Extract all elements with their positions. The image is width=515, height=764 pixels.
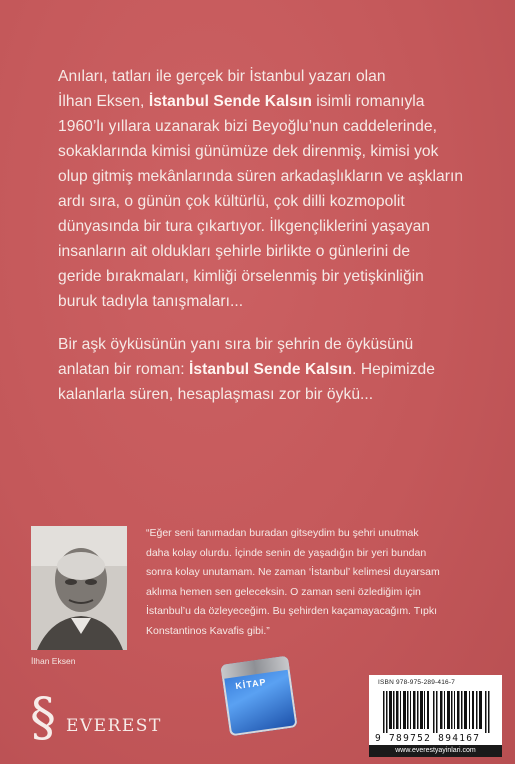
quote-line: Konstantinos Kavafis gibi.”	[146, 624, 270, 637]
author-photo	[31, 526, 127, 650]
barcode-digits: 9 789752 894167	[375, 733, 481, 744]
blurb-paragraph-2	[58, 332, 488, 407]
quote-line: İstanbul’u da özleyeceğim. Bu şehirden kaçamayacağım. Tıpkı	[146, 605, 438, 617]
blurb-line: ardı sıra, o günün çok kültürlü, çok dilli kozmopolit	[58, 193, 405, 210]
quote-line: daha kolay olurdu. İçinde senin de yaşadığın bir yeri bundan	[146, 546, 427, 559]
blurb-line: . Hepimizde	[352, 361, 435, 378]
section-sign-icon: §	[30, 688, 56, 748]
blurb-paragraph-1	[58, 64, 488, 314]
isbn-text: ISBN 978-975-289-416-7	[378, 679, 456, 686]
publisher-name: EVEREST	[66, 716, 162, 736]
blurb	[58, 64, 488, 425]
blurb-line: olup gitmiş mekânlarında süren arkadaşlıkların ve aşkların	[58, 168, 464, 185]
blurb-line: insanların ait oldukları şehirle birlikte o günlerini de	[58, 243, 411, 260]
blurb-line: kalanlarla süren, hesaplaşması zor bir öykü...	[58, 386, 374, 403]
hologram-sticker	[220, 656, 297, 737]
quote-line: aklıma hemen sen geleceksin. O zaman seni özlediğim için	[146, 585, 421, 598]
author-portrait-image	[31, 526, 127, 650]
blurb-line: 1960’lı yıllara uzanarak bizi Beyoğlu’nun caddelerinde,	[58, 118, 437, 135]
quote-line: “Eğer seni tanımadan buradan gitseydim bu şehri unutmak	[146, 527, 419, 539]
book-title-inline: İstanbul Sende Kalsın	[188, 361, 353, 378]
blurb-line: İlhan Eksen,	[58, 93, 149, 110]
blurb-line: anlatan bir roman:	[58, 361, 189, 378]
author-quote	[146, 524, 491, 641]
blurb-line: Bir aşk öyküsünün yanı sıra bir şehrin de öyküsünü	[58, 336, 414, 353]
blurb-line: dünyasında bir tura çıkartıyor. İlkgençliklerini yaşayan	[58, 218, 431, 235]
blurb-line: isimli romanıyla	[311, 93, 425, 110]
barcode-box	[369, 675, 502, 757]
barcode-icon	[383, 691, 491, 733]
blurb-line: geride bırakmaları, kimliği örselenmiş bir yetişkinliğin	[58, 268, 424, 285]
blurb-line: buruk tadıyla tanışmaları...	[58, 293, 244, 310]
sticker-label: KİTAP	[234, 676, 268, 692]
publisher-url: www.everestyayinlari.com	[369, 745, 502, 757]
sticker-strip	[220, 656, 289, 679]
blurb-line: Anıları, tatları ile gerçek bir İstanbul yazarı olan	[58, 68, 386, 85]
quote-line: sonra kolay unutamam. Ne zaman ‘İstanbul’ kelimesi duyarsam	[146, 566, 440, 578]
book-title-inline: İstanbul Sende Kalsın	[148, 93, 312, 110]
blurb-line: sokaklarında kimisi günümüze dek direnmiş, kimisi yok	[58, 143, 439, 160]
author-name: İlhan Eksen	[31, 656, 76, 666]
